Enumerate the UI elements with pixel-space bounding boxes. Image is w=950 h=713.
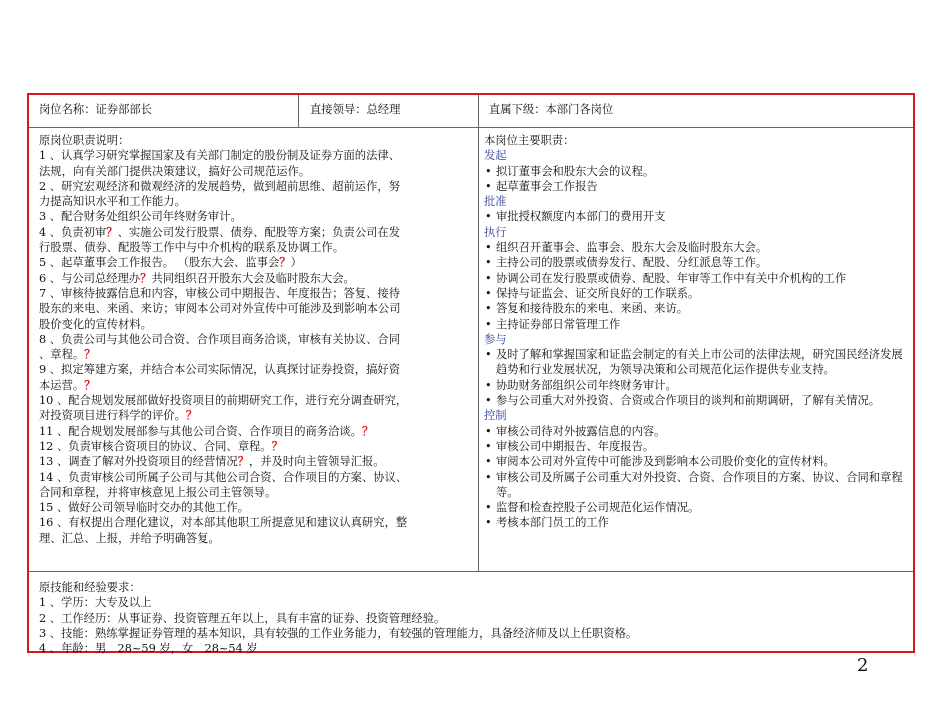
duty-item: • 考核本部门员工的工作 [484, 515, 909, 530]
duty-line [39, 332, 473, 347]
duty-line [39, 194, 473, 209]
duty-category: 执行 [484, 225, 507, 239]
question-mark: ？ [237, 454, 250, 469]
duty-line [39, 362, 473, 377]
duty-text: 1 、认真学习研究掌握国家及有关部门制定的股份制及证券方面的法律、 [39, 149, 400, 163]
original-duties [39, 133, 473, 546]
duty-item: • 拟订董事会和股东大会的议程。 [484, 164, 909, 179]
duty-line [39, 470, 473, 485]
divider [298, 95, 299, 127]
duty-line [39, 378, 473, 393]
duty-line [39, 393, 473, 408]
duty-line [39, 317, 473, 332]
duty-category: 发起 [484, 149, 507, 163]
duty-item: • 及时了解和掌握国家和证监会制定的有关上市公司的法律法规，研究国民经济发展趋势和行业发展状况，为领导决策和公司规范化运作提供专业支持。 [484, 347, 909, 378]
duty-line [39, 408, 473, 423]
duty-text: 7 、审核待披露信息和内容，审核公司中期报告、年度报告；答复、接待 [39, 286, 400, 300]
question-mark: ？ [140, 270, 152, 285]
duty-text: 2 、研究宏观经济和微观经济的发展趋势，做到超前思维、超前运作，努 [39, 179, 400, 193]
main-duties [484, 133, 909, 531]
duty-item: • 参与公司重大对外投资、合资或合作项目的谈判和前期调研，了解有关情况。 [484, 393, 909, 408]
requirement-lines [39, 595, 909, 656]
duty-text: 16 、有权提出合理化建议，对本部其他职工所提意见和建议认真研究，整 [39, 516, 408, 530]
duty-line [39, 179, 473, 194]
duty-line [39, 439, 473, 454]
duty-line [39, 255, 473, 270]
duty-item: • 审核公司待对外披露信息的内容。 [484, 424, 909, 439]
duty-line [39, 286, 473, 301]
question-mark: ？ [84, 347, 96, 362]
duty-item: • 协调公司在发行股票或债券、配股、年审等工作中有关中介机构的工作 [484, 271, 909, 286]
duty-line [39, 485, 473, 500]
duty-text: 8 、负责公司与其他公司合资、合作项目商务洽谈，审核有关协议、合同 [39, 332, 400, 346]
duty-text: ，并及时向主管领导汇报。 [249, 455, 385, 469]
duty-item: • 主持证券部日常管理工作 [484, 317, 909, 332]
duty-text: 、实施公司发行股票、债券、配股等方案；负责公司在发 [117, 225, 401, 239]
skill-requirements [39, 580, 909, 656]
duty-lines [39, 148, 473, 546]
duty-line [39, 240, 473, 255]
duty-groups [484, 148, 909, 530]
question-mark: ？ [361, 423, 374, 438]
duty-item: • 起草董事会工作报告 [484, 179, 909, 194]
duty-text: 11 、配合规划发展部参与其他公司合资、合作项目的商务洽谈。 [39, 424, 362, 438]
duty-text: 法规，向有关部门提供决策建议，搞好公司规范运作。 [39, 164, 311, 178]
position-name: 岗位名称：证券部部长 [39, 103, 152, 116]
duty-text: 10 、配合规划发展部做好投资项目的前期研究工作，进行充分调查研究， [39, 394, 408, 408]
duty-line [39, 347, 473, 362]
duty-line [39, 225, 473, 240]
duty-line [39, 424, 473, 439]
job-description-table [27, 93, 915, 656]
duty-item: • 审核公司中期报告、年度报告。 [484, 439, 909, 454]
section-title: 本岗位主要职责： [484, 134, 575, 147]
duty-text: 行股票、债券、配股等工作中与中介机构的联系及协调工作。 [39, 241, 345, 255]
duty-line [39, 301, 473, 316]
duty-line [39, 209, 473, 224]
duty-text: 共同组织召开股东大会及临时股东大会。 [151, 271, 355, 285]
question-mark: ？ [84, 377, 96, 392]
duty-text: 6 、与公司总经理办 [39, 271, 141, 285]
duty-text: 12 、负责审核合资项目的协议、合同、章程。 [39, 439, 272, 453]
section-title: 原岗位职责说明： [39, 134, 130, 147]
divider [478, 95, 479, 571]
duty-text: 合同和章程，并将审核意见上报公司主管领导。 [39, 485, 277, 499]
duty-text: 5 、起草董事会工作报告。 （股东大会、监事会 [39, 256, 280, 270]
duty-line [39, 515, 473, 530]
duty-item: • 监督和检查控股子公司规范化运作情况。 [484, 500, 909, 515]
duty-line [39, 531, 473, 546]
duty-text: 股东的来电、来函、来访；审阅本公司对外宣传中可能涉及到影响本公司 [39, 302, 401, 316]
duty-line [39, 164, 473, 179]
duty-text: 9 、拟定筹建方案，并结合本公司实际情况，认真探讨证券投资，搞好资 [39, 363, 400, 377]
page-number: 2 [857, 655, 869, 676]
duty-item: • 主持公司的股票或债券发行、配股、分红派息等工作。 [484, 255, 909, 270]
duty-text: ） [290, 256, 302, 270]
duty-category: 批准 [484, 195, 507, 209]
question-mark: ？ [279, 255, 291, 270]
duty-text: 对投资项目进行科学的评价。 [39, 409, 186, 423]
duty-item: • 保持与证监会、证交所良好的工作联系。 [484, 286, 909, 301]
duty-item: • 审阅本公司对外宣传中可能涉及到影响本公司股价变化的宣传材料。 [484, 454, 909, 469]
duty-item: • 答复和接待股东的来电、来函、来访。 [484, 301, 909, 316]
duty-text: 14 、负责审核公司所属子公司与其他公司合资、合作项目的方案、协议、 [39, 470, 408, 484]
duty-category: 控制 [484, 409, 507, 423]
requirement-line: 1 、学历：大专及以上 [39, 596, 152, 610]
duty-item: • 组织召开董事会、监事会、股东大会及临时股东大会。 [484, 240, 909, 255]
duty-line [39, 148, 473, 163]
duty-text: 4 、负责初审 [39, 225, 107, 239]
question-mark: ？ [106, 224, 118, 239]
duty-text: 、章程。 [39, 348, 85, 362]
duty-text: 理、汇总、上报，并给予明确答复。 [39, 531, 220, 545]
direct-supervisor: 直接领导：总经理 [310, 103, 401, 116]
divider [29, 127, 913, 128]
duty-text: 股价变化的宣传材料。 [39, 317, 152, 331]
section-title: 原技能和经验要求： [39, 581, 141, 594]
requirement-line: 4 、年龄：男 28~59 岁，女 28~54 岁 [39, 642, 258, 656]
duty-line [39, 271, 473, 286]
duty-text: 15 、做好公司领导临时交办的其他工作。 [39, 501, 250, 515]
duty-item: • 审核公司及所属子公司重大对外投资、合资、合作项目的方案、协议、合同和章程等。 [484, 470, 909, 501]
duty-text: 本运营。 [39, 378, 85, 392]
duty-text: 3 、配合财务处组织公司年终财务审计。 [39, 210, 242, 224]
duty-line [39, 454, 473, 469]
direct-subordinates: 直属下级：本部门各岗位 [489, 103, 614, 116]
requirement-line: 3 、技能：熟练掌握证券管理的基本知识，具有较强的工作业务能力，有较强的管理能力，具备经济师及以上任职资格。 [39, 626, 638, 640]
duty-text: 力提高知识水平和工作能力。 [39, 195, 186, 209]
duty-line [39, 500, 473, 515]
duty-text: 13 、调查了解对外投资项目的经营情况 [39, 455, 238, 469]
requirement-line: 2 、工作经历：从事证券、投资管理五年以上，具有丰富的证券、投资管理经验。 [39, 611, 446, 625]
question-mark: ？ [185, 408, 198, 423]
duty-category: 参与 [484, 332, 507, 346]
duty-item: • 协助财务部组织公司年终财务审计。 [484, 378, 909, 393]
duty-item: • 审批授权额度内本部门的费用开支 [484, 209, 909, 224]
question-mark: ？ [271, 438, 283, 453]
divider [29, 571, 913, 572]
